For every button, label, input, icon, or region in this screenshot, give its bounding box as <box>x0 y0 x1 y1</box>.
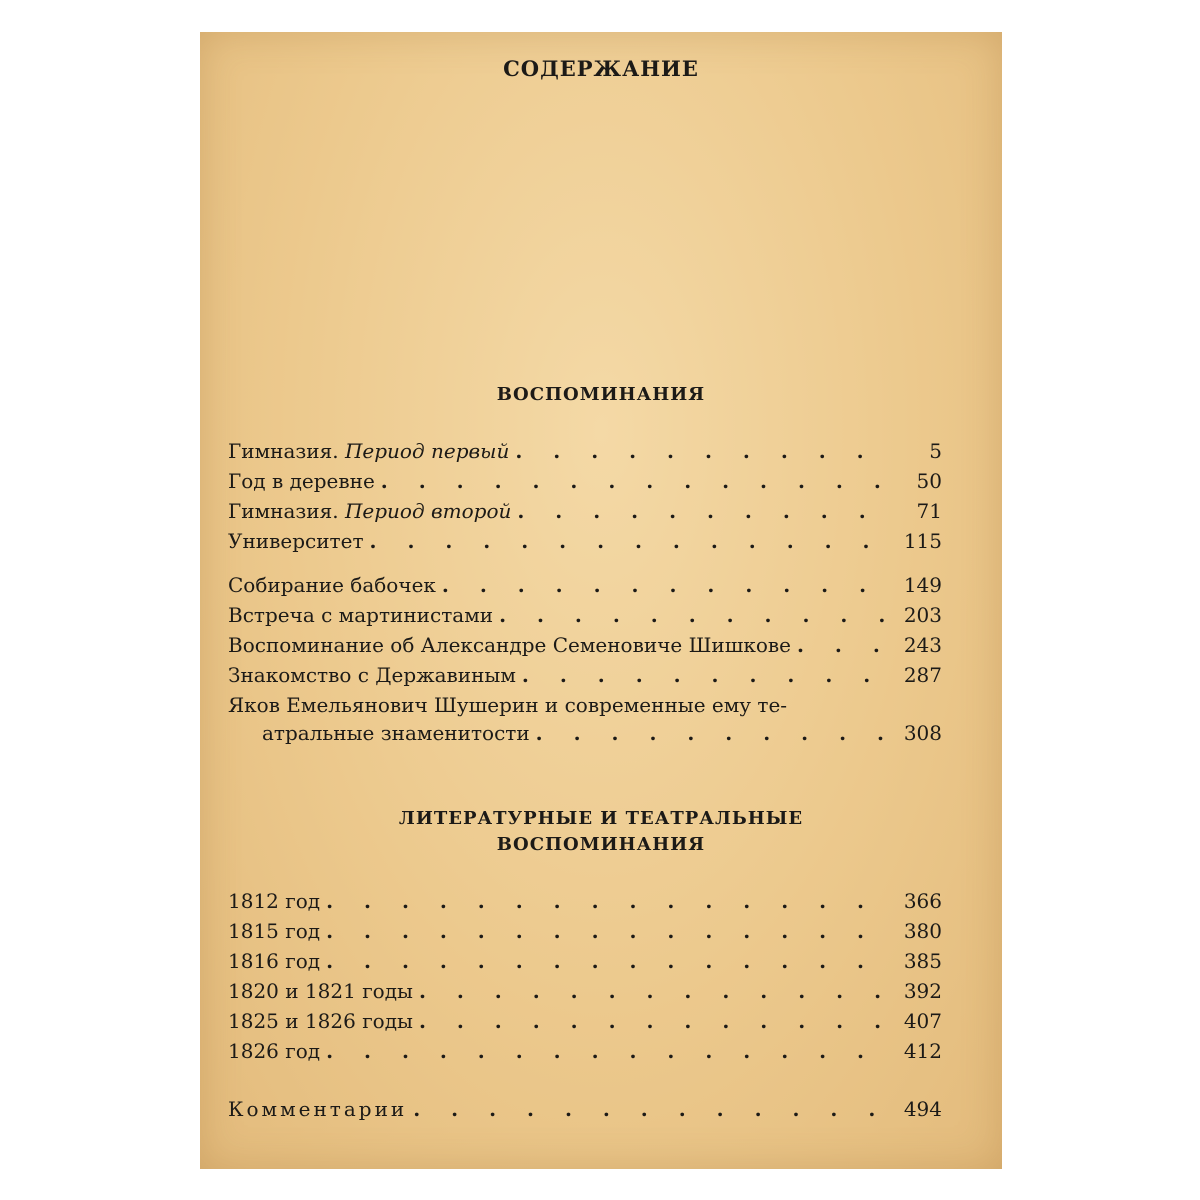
toc-entry <box>228 496 942 526</box>
toc-page-number: 50 <box>916 469 942 493</box>
toc-page-number: 380 <box>903 919 942 943</box>
toc-entry <box>228 570 942 600</box>
toc-entry-comments <box>228 1094 942 1124</box>
dot-leader <box>419 976 896 1006</box>
section-heading-memoirs: ВОСПОМИНАНИЯ <box>496 384 706 405</box>
toc-entry-title: Год в деревне <box>228 469 375 493</box>
toc-page-number: 407 <box>903 1009 942 1033</box>
toc-entry-title: Гимназия. Период первый <box>228 439 510 463</box>
toc-entry <box>228 600 942 630</box>
dot-leader <box>326 886 896 916</box>
dot-leader <box>370 526 896 556</box>
toc-entry-title: 1812 год <box>228 889 321 913</box>
toc-entry-title: Воспоминание об Александре Семеновиче Шишкове <box>228 633 791 657</box>
toc-entry-title: Встреча с мартинистами <box>228 603 494 627</box>
dot-leader <box>515 436 896 466</box>
toc-entry <box>228 466 942 496</box>
toc-entry <box>228 886 942 916</box>
toc-entry-title: Университет <box>228 529 364 553</box>
toc-entry <box>228 976 942 1006</box>
section-heading-literary-line1: ЛИТЕРАТУРНЫЕ И ТЕАТРАЛЬНЫЕ <box>398 808 804 829</box>
toc-entry-title: 1816 год <box>228 949 321 973</box>
toc-page-number: 243 <box>903 633 942 657</box>
toc-page-number: 115 <box>903 529 942 553</box>
toc-entry-title: Комментарии <box>228 1097 408 1121</box>
toc-page-number: 366 <box>903 889 942 913</box>
toc-page-number: 308 <box>903 721 942 745</box>
toc-entry <box>228 916 942 946</box>
dot-leader <box>797 630 896 660</box>
dot-leader <box>522 660 896 690</box>
dot-leader <box>326 946 896 976</box>
dot-leader <box>499 600 896 630</box>
dot-leader <box>442 570 896 600</box>
toc-page-number: 412 <box>903 1039 942 1063</box>
toc-page-number: 203 <box>903 603 942 627</box>
toc-entry <box>228 660 942 690</box>
dot-leader <box>326 916 896 946</box>
dot-leader <box>517 496 896 526</box>
toc-entry <box>228 436 942 466</box>
toc-entry-title: 1826 год <box>228 1039 321 1063</box>
toc-page-number: 287 <box>903 663 942 687</box>
toc-entry <box>228 946 942 976</box>
toc-page-number: 5 <box>929 439 942 463</box>
page-title: СОДЕРЖАНИЕ <box>503 56 699 81</box>
toc-entry-title: Знакомство с Державиным <box>228 663 516 687</box>
section-heading-literary-line2: ВОСПОМИНАНИЯ <box>496 834 706 855</box>
toc-entry <box>262 718 942 748</box>
toc-page-number: 494 <box>903 1097 942 1121</box>
dot-leader <box>326 1036 896 1066</box>
toc-entry-title: 1815 год <box>228 919 321 943</box>
toc-entry <box>228 630 942 660</box>
toc-page-number: 392 <box>903 979 942 1003</box>
toc-page-number: 385 <box>903 949 942 973</box>
toc-entry-title: 1825 и 1826 годы <box>228 1009 413 1033</box>
toc-entry-title-line1: Яков Емельянович Шушерин и современные ему те- <box>228 693 788 717</box>
toc-page-number: 71 <box>916 499 942 523</box>
toc-entry <box>228 1006 942 1036</box>
dot-leader <box>536 718 896 748</box>
toc-entry-title: 1820 и 1821 годы <box>228 979 413 1003</box>
toc-entry-title-line2: атральные знаменитости <box>262 721 530 745</box>
dot-leader <box>413 1094 896 1124</box>
toc-entry <box>228 1036 942 1066</box>
toc-entry-title: Собирание бабочек <box>228 573 436 597</box>
toc-page-number: 149 <box>903 573 942 597</box>
dot-leader <box>419 1006 896 1036</box>
toc-entry <box>228 526 942 556</box>
dot-leader <box>381 466 896 496</box>
toc-entry-title: Гимназия. Период второй <box>228 499 512 523</box>
